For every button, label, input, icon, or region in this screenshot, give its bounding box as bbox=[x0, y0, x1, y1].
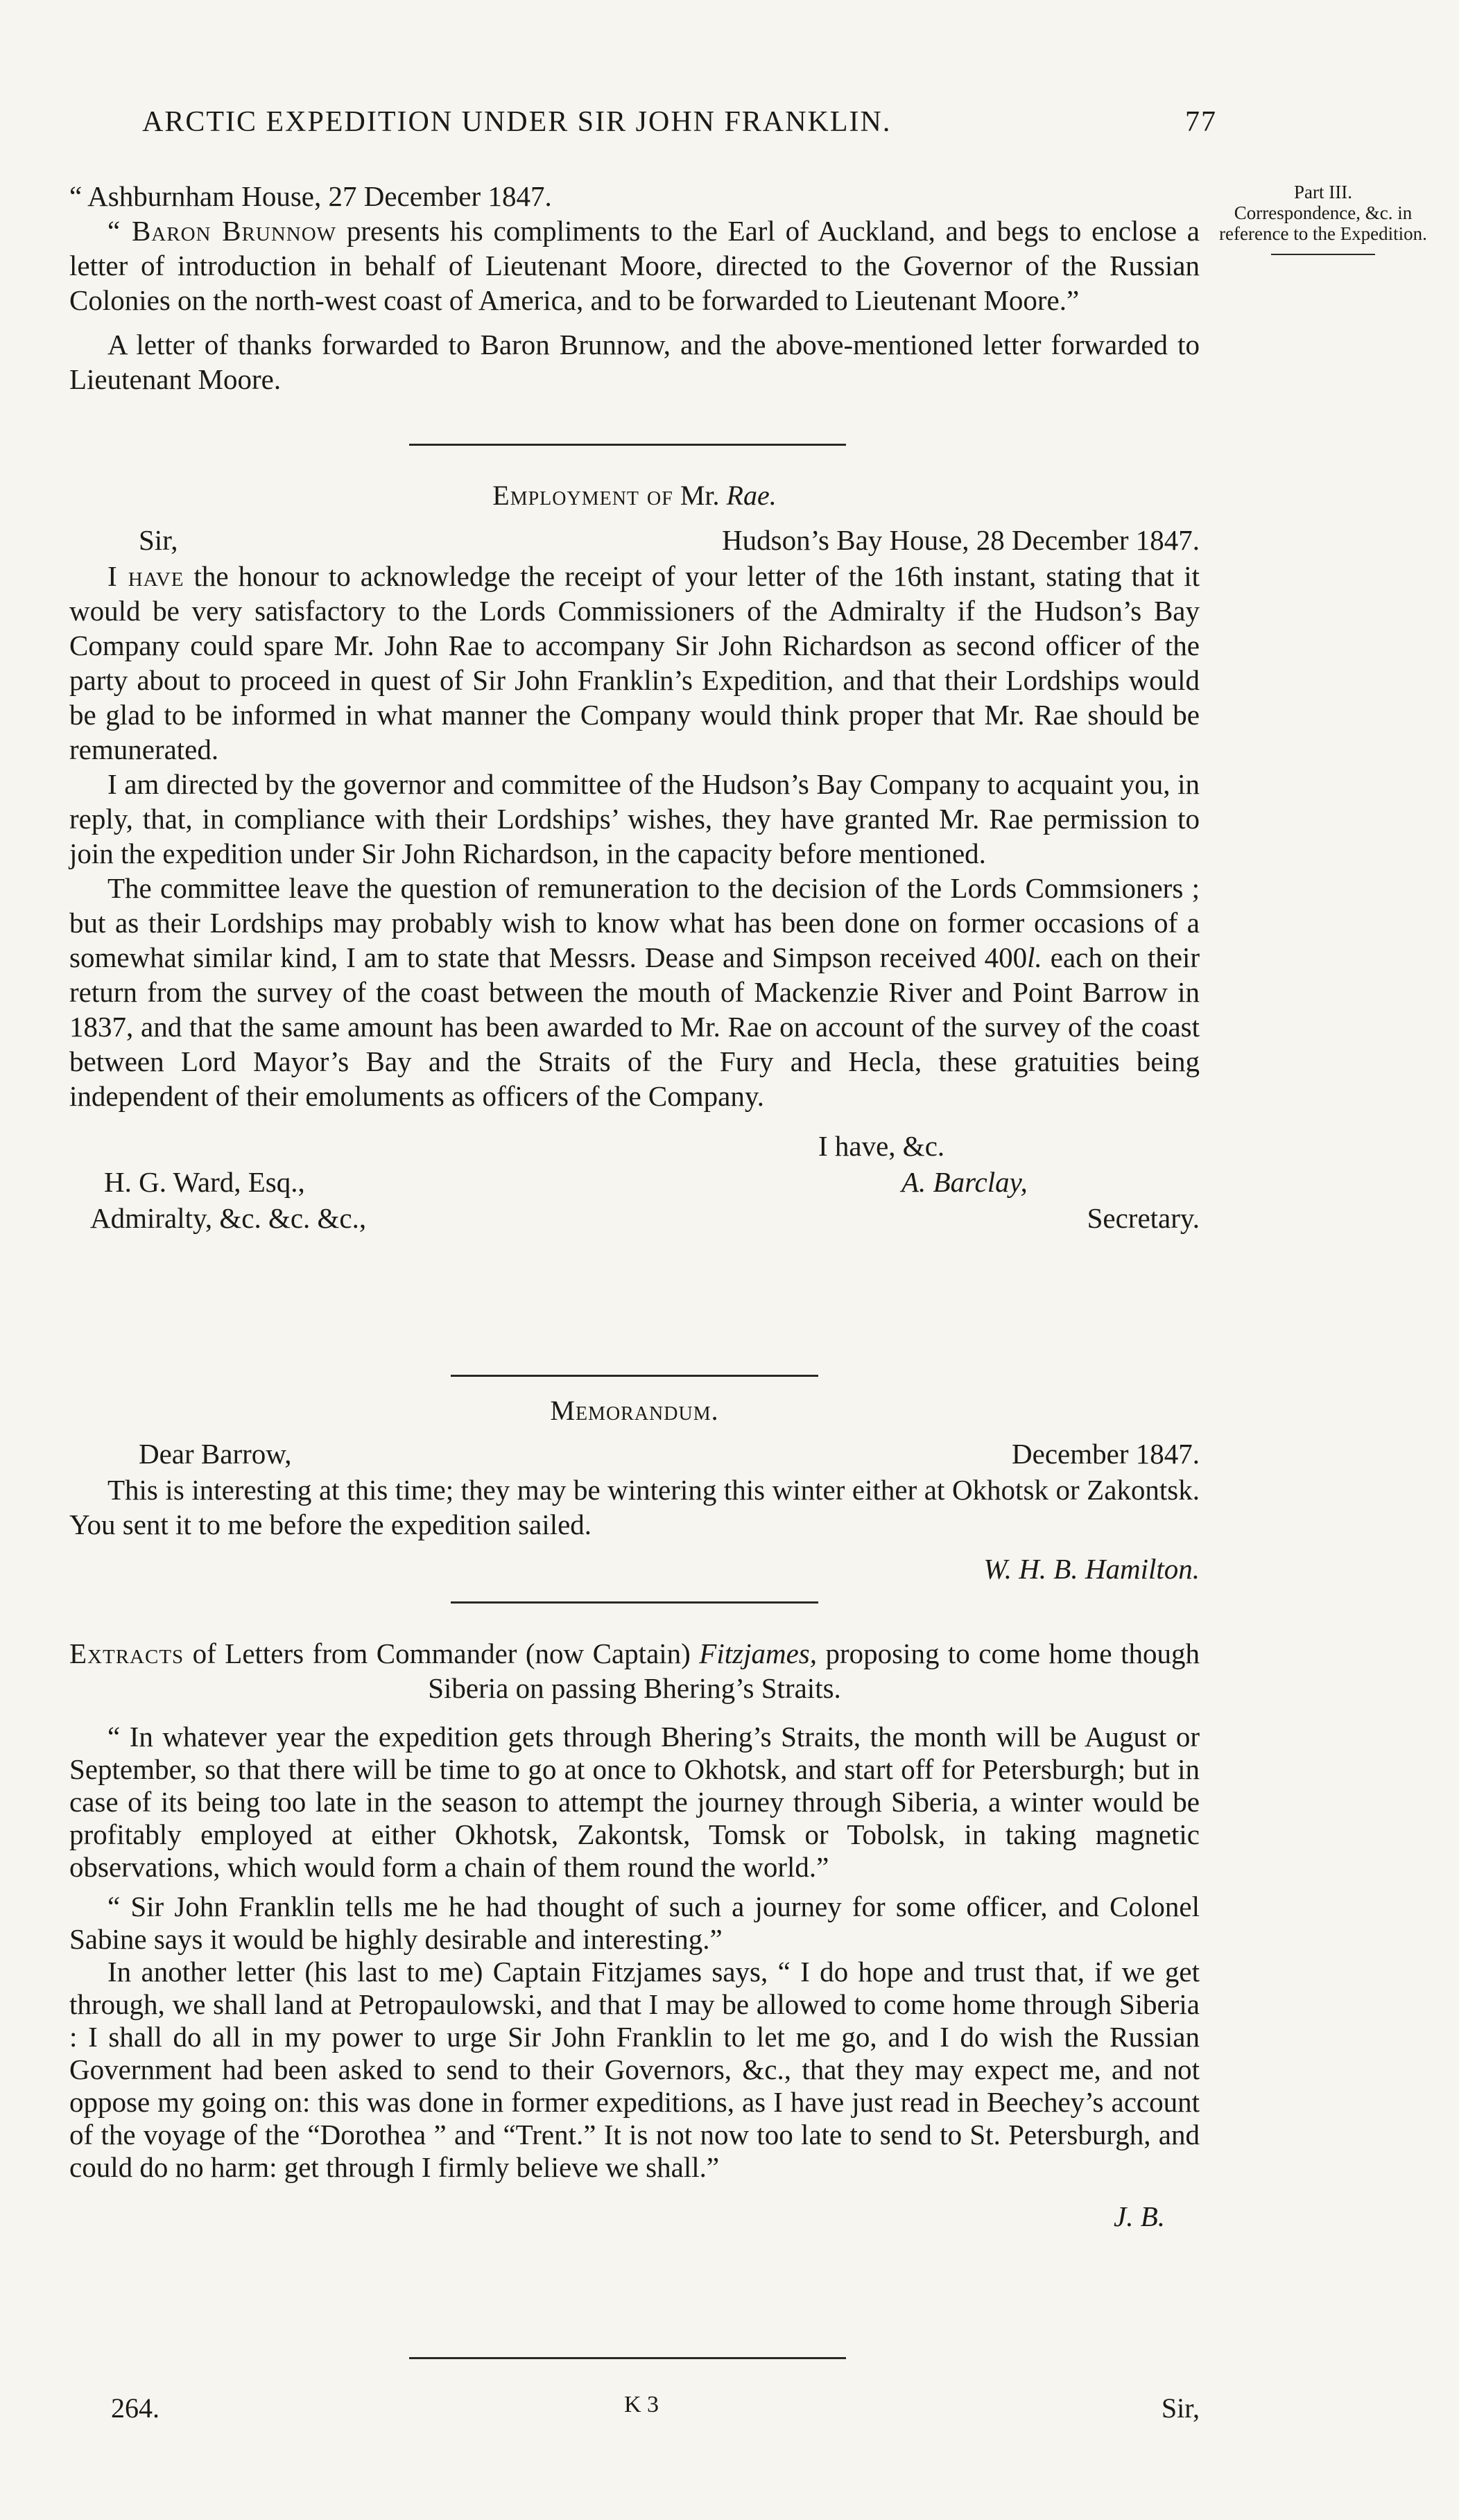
memorandum-signature-row bbox=[69, 1552, 1200, 1588]
extracts-signature-row bbox=[69, 2199, 1200, 2235]
rae-section bbox=[69, 478, 1200, 1237]
rae-closing-row bbox=[69, 1129, 1200, 1165]
running-head-title: ARCTIC EXPEDITION UNDER SIR JOHN FRANKLIN. bbox=[142, 106, 892, 138]
rae-addressee-row bbox=[69, 1201, 1200, 1237]
extracts-heading-name: Fitzjames, bbox=[699, 1637, 817, 1669]
ashburnham-dateline: “ Ashburnham House, 27 December 1847. bbox=[69, 180, 552, 212]
rae-signature: A. Barclay, bbox=[901, 1166, 1028, 1198]
extracts-paragraph-3: In another letter (his last to me) Captain Fitzjames says, “ I do hope and trust that, if we get through, we shall land at Petropaulowski, and that I may be allowed to come home through Siberia : I shall do all in my power to urge Sir John Franklin to let me go, and I do wish the Russian Government had been asked to send to their Governors, &c., that they may expect me, and not oppose my going on: this was done in former expeditions, as I have just read in Beechey’s account of the voyage of the “Dorothea ” and “Trent.” It is not now too late to send to St. Petersburgh, and could do no harm: get through I firmly believe we shall.” bbox=[69, 1956, 1200, 2183]
rae-heading-name: Rae. bbox=[726, 480, 777, 511]
extracts-paragraph-2: “ Sir John Franklin tells me he had thought of such a journey for some officer, and Colonel Sabine says it would be highly desirable and interesting.” bbox=[69, 1891, 1200, 1955]
memorandum-body: This is interesting at this time; they may be wintering this winter either at Okhotsk or Zakontsk. You sent it to me before the expedition sailed. bbox=[69, 1474, 1200, 1540]
margin-note-rule bbox=[1271, 254, 1375, 255]
extracts-heading bbox=[69, 1636, 1200, 1705]
ashburnham-note: A letter of thanks forwarded to Baron Brunnow, and the above-mentioned letter forwarded to Lieutenant Moore. bbox=[69, 329, 1200, 395]
rae-paragraph-3 bbox=[69, 871, 1200, 1113]
memorandum-heading: Memorandum. bbox=[550, 1395, 719, 1426]
rae-currency: l. bbox=[1027, 941, 1042, 973]
signature-mark: K 3 bbox=[624, 2392, 659, 2417]
footer-number: 264. bbox=[111, 2392, 159, 2424]
rae-paragraph-2: I am directed by the governor and committee of the Hudson’s Bay Company to acquaint you, in reply, that, in compliance with their Lordships’ wishes, they have granted Mr. Rae permission to join the expedition under Sir John Richardson, in the capacity before mentioned. bbox=[69, 768, 1200, 869]
memorandum-salutation-row bbox=[69, 1436, 1200, 1472]
ashburnham-text: presents his compliments to the Earl of Auckland, and begs to enclose a letter of introduction in behalf of Lieutenant Moore, directed to the Governor of the Russian Colonies on the north-west coast of America, and to be forwarded to Lieutenant Moore.” bbox=[69, 215, 1200, 316]
section-rule bbox=[451, 1375, 818, 1377]
extracts-heading-b: proposing to come home though Siberia on passing Bhering’s Straits. bbox=[428, 1637, 1200, 1704]
rae-paragraph-1-text: the honour to acknowledge the receipt of your letter of the 16th instant, stating that it would be very satisfactory to the Lords Commissioners of the Admiralty if the Hudson’s Bay Company could spare Mr. John Rae to accompany Sir John Richardson as second officer of the party about to proceed in quest of Sir John Franklin’s Expedition, and that their Lordships would be glad to be informed in what manner the Company would think proper that Mr. Rae should be remunerated. bbox=[69, 560, 1200, 765]
page-number: 77 bbox=[1185, 106, 1217, 138]
rae-paragraph-1 bbox=[69, 559, 1200, 767]
rae-paragraph-3b: each on their return from the survey of the coast between the mouth of Mackenzie River and Point Barrow in 1837, and that the same amount has been awarded to Mr. Rae on account of the survey of the coast between Lord Mayor’s Bay and the Straits of the Fury and Hecla, these gratuities being independent of their emoluments as officers of the Company. bbox=[69, 941, 1200, 1112]
section-rule bbox=[451, 1601, 818, 1604]
memorandum-date: December 1847. bbox=[1012, 1438, 1200, 1470]
section-rule bbox=[409, 444, 846, 446]
memorandum-signature: W. H. B. Hamilton. bbox=[983, 1553, 1200, 1585]
ashburnham-letter bbox=[69, 179, 1200, 397]
margin-note bbox=[1219, 182, 1427, 255]
rae-heading-title: Mr. bbox=[680, 480, 720, 511]
rae-signer-title: Secretary. bbox=[1087, 1202, 1200, 1234]
extracts-paragraph-1: “ In whatever year the expedition gets through Bhering’s Straits, the month will be August or September, so that there will be time to go at once to Okhotsk, and start off for Petersburgh; but in case of its being too late in the season to attempt the journey through Siberia, a winter would be profitably employed at either Okhotsk, Zakontsk, Tomsk or Tobolsk, in taking magnetic observations, which would form a chain of them round the world.” bbox=[69, 1721, 1200, 1883]
rae-addressee-2: Admiralty, &c. &c. &c., bbox=[90, 1202, 367, 1234]
memorandum-section bbox=[69, 1393, 1200, 1588]
rae-closing: I have, &c. bbox=[818, 1130, 945, 1162]
rae-addressee-1: H. G. Ward, Esq., bbox=[104, 1166, 305, 1198]
extracts-signature: J. B. bbox=[1114, 2200, 1165, 2232]
ashburnham-lead: “ Baron Brunnow bbox=[107, 215, 337, 247]
ashburnham-body bbox=[69, 214, 1200, 318]
catchword: Sir, bbox=[1161, 2392, 1200, 2424]
rae-salutation-row bbox=[69, 523, 1200, 559]
extracts-heading-a: of Letters from Commander (now Captain) bbox=[184, 1637, 700, 1669]
page-footer bbox=[69, 2371, 1200, 2424]
margin-note-text: Correspondence, &c. in reference to the Expedition. bbox=[1219, 202, 1427, 244]
rae-paragraph-3a: The committee leave the question of remuneration to the decision of the Lords Commsioners ; but as their Lordships may probably wish to know what has been done on former occasions of a somewhat similar kind, I am to state that Messrs. Dease and Simpson received 400 bbox=[69, 872, 1200, 973]
running-head bbox=[128, 103, 1217, 144]
section-rule bbox=[409, 2357, 846, 2359]
rae-heading bbox=[69, 478, 1200, 513]
rae-lead: I have bbox=[107, 560, 184, 592]
margin-note-part: Part III. bbox=[1294, 182, 1352, 202]
rae-salutation: Sir, bbox=[139, 524, 178, 556]
rae-heading-text: Employment of bbox=[492, 480, 673, 511]
extracts-lead: Extracts bbox=[69, 1637, 184, 1669]
memorandum-salutation: Dear Barrow, bbox=[139, 1438, 292, 1470]
extracts-section bbox=[69, 1636, 1200, 2235]
rae-signature-row bbox=[69, 1165, 1200, 1201]
rae-dateline: Hudson’s Bay House, 28 December 1847. bbox=[722, 524, 1200, 556]
